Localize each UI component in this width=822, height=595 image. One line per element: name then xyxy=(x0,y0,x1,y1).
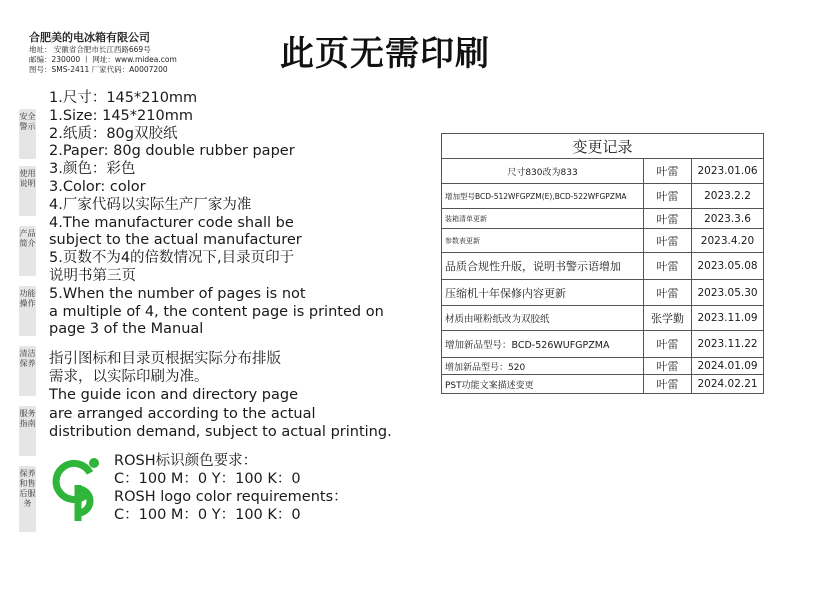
change-author: 叶雷 xyxy=(644,184,692,209)
rohs-line: ROSH logo color requirements： xyxy=(114,489,348,505)
spec-line: 3.颜色：彩色 xyxy=(49,161,136,178)
change-author: 叶雷 xyxy=(644,375,692,394)
spec-line: 4.The manufacturer code shall be xyxy=(49,214,294,231)
change-author: 叶雷 xyxy=(644,280,692,306)
change-author: 张学勤 xyxy=(644,306,692,331)
change-description: 增加新品型号：520 xyxy=(442,358,644,375)
print-spec-text xyxy=(49,90,419,339)
change-author: 叶雷 xyxy=(644,253,692,280)
spec-line: 说明书第三页 xyxy=(49,267,136,284)
company-name: 合肥美的电冰箱有限公司 xyxy=(29,31,150,44)
change-date: 2023.05.30 xyxy=(692,280,764,306)
rohs-line: C：100 M：0 Y：100 K：0 xyxy=(114,507,301,523)
change-author: 叶雷 xyxy=(644,159,692,184)
guide-line: The guide icon and directory page xyxy=(49,387,298,404)
change-description: 装箱清单更新 xyxy=(442,209,644,229)
side-tab-after-sales: 保养和售后服务 xyxy=(19,466,36,532)
table-row xyxy=(442,229,764,253)
rohs-color-requirements xyxy=(114,452,414,524)
spec-line: 2.Paper: 80g double rubber paper xyxy=(49,143,295,160)
guide-icon-text xyxy=(49,350,419,441)
side-tab-usage: 使用说明 xyxy=(19,166,36,216)
table-row xyxy=(442,280,764,306)
rohs-logo-icon xyxy=(50,455,106,523)
spec-line: page 3 of the Manual xyxy=(49,321,204,338)
change-date: 2023.11.22 xyxy=(692,331,764,358)
spec-line: 4.厂家代码以实际生产厂家为准 xyxy=(49,196,252,213)
spec-line: 5.页数不为4的倍数情况下,目录页印于 xyxy=(49,250,295,267)
change-description: 参数表更新 xyxy=(442,229,644,253)
change-log-table xyxy=(441,133,764,394)
guide-line: distribution demand, subject to actual printing. xyxy=(49,423,392,440)
change-date: 2023.05.08 xyxy=(692,253,764,280)
rohs-line: ROSH标识颜色要求： xyxy=(114,453,258,469)
table-row xyxy=(442,306,764,331)
change-log-title: 变更记录 xyxy=(442,134,764,159)
table-row xyxy=(442,184,764,209)
change-description: 增加新品型号：BCD-526WUFGPZMA xyxy=(442,331,644,358)
change-description: 增加型号BCD-512WFGPZM(E),BCD-522WFGPZMA xyxy=(442,184,644,209)
side-tab-safety: 安全警示 xyxy=(19,109,36,159)
change-author: 叶雷 xyxy=(644,331,692,358)
spec-line: 3.Color: color xyxy=(49,178,146,195)
change-date: 2024.02.21 xyxy=(692,375,764,394)
table-row xyxy=(442,159,764,184)
change-description: 材质由哑粉纸改为双胶纸 xyxy=(442,306,644,331)
company-header xyxy=(29,31,229,75)
change-author: 叶雷 xyxy=(644,209,692,229)
change-author: 叶雷 xyxy=(644,229,692,253)
table-row xyxy=(442,331,764,358)
change-date: 2023.11.09 xyxy=(692,306,764,331)
guide-line: 指引图标和目录页根据实际分布排版 xyxy=(49,351,281,367)
change-date: 2023.3.6 xyxy=(692,209,764,229)
side-tab-function: 功能操作 xyxy=(19,286,36,336)
spec-line: 5.When the number of pages is not xyxy=(49,285,306,302)
guide-line: are arranged according to the actual xyxy=(49,405,316,422)
spec-line: a multiple of 4, the content page is printed on xyxy=(49,303,384,320)
change-author: 叶雷 xyxy=(644,358,692,375)
table-row xyxy=(442,209,764,229)
change-description: PST功能文案描述变更 xyxy=(442,375,644,394)
change-description: 品质合规性升版，说明书警示语增加 xyxy=(442,253,644,280)
page-title: 此页无需印刷 xyxy=(280,34,490,74)
change-date: 2024.01.09 xyxy=(692,358,764,375)
spec-line: 2.纸质：80g双胶纸 xyxy=(49,125,178,142)
side-tab-product: 产品简介 xyxy=(19,226,36,276)
table-row xyxy=(442,358,764,375)
table-row xyxy=(442,253,764,280)
company-address: 地址： 安徽省合肥市长江西路669号 xyxy=(29,45,151,54)
spec-line: 1.Size: 145*210mm xyxy=(49,107,193,124)
spec-line: 1.尺寸：145*210mm xyxy=(49,90,198,106)
side-tab-cleaning: 清洁保养 xyxy=(19,346,36,396)
table-row xyxy=(442,375,764,394)
change-description: 压缩机十年保修内容更新 xyxy=(442,280,644,306)
change-date: 2023.4.20 xyxy=(692,229,764,253)
company-drawing-number: 图号：SMS-2411 厂家代码：A0007200 xyxy=(29,65,168,74)
company-postcode-website: 邮编：230000 丨 网址：www.midea.com xyxy=(29,55,177,64)
side-tab-service: 服务指南 xyxy=(19,406,36,456)
change-date: 2023.01.06 xyxy=(692,159,764,184)
spec-line: subject to the actual manufacturer xyxy=(49,232,302,249)
rohs-line: C：100 M：0 Y：100 K：0 xyxy=(114,471,301,487)
guide-line: 需求，以实际印刷为准。 xyxy=(49,369,209,386)
change-description: 尺寸830改为833 xyxy=(442,159,644,184)
change-date: 2023.2.2 xyxy=(692,184,764,209)
